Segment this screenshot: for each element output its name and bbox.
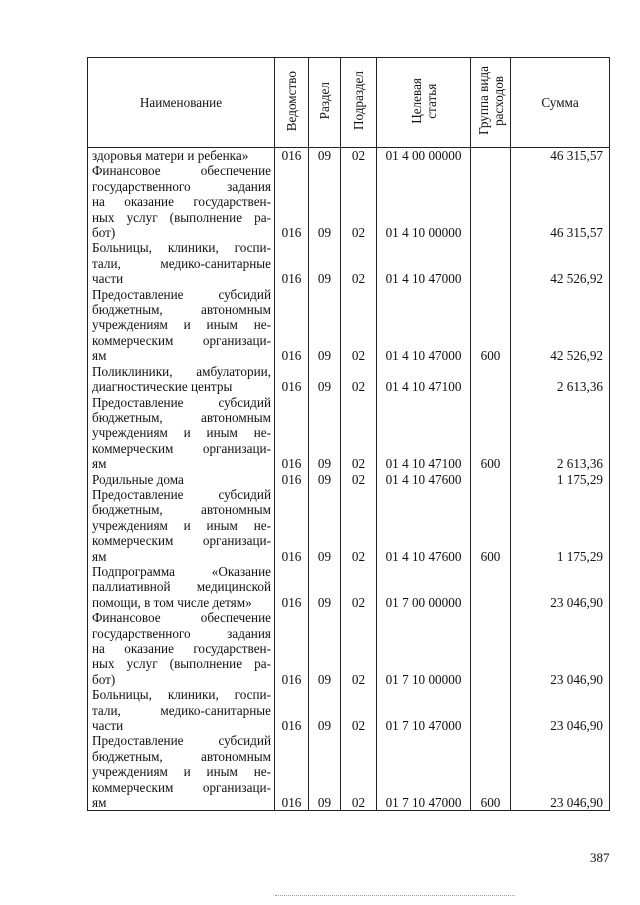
row-name-line: Финансовое обеспечение [92,610,271,626]
row-vedomstvo: 016 [275,610,309,687]
row-celevaya-statya: 01 4 10 00000 [377,163,471,240]
row-vedomstvo: 016 [275,287,309,364]
row-name-line: коммерческим организаци- [92,440,271,456]
row-celevaya-statya: 01 4 10 47600 [377,487,471,564]
row-razdel: 09 [309,487,341,564]
row-name [88,610,275,687]
row-name [88,733,275,811]
row-vedomstvo: 016 [275,148,309,164]
row-name [88,148,275,164]
row-celevaya-statya: 01 4 10 47100 [377,395,471,472]
footer-divider [275,895,515,896]
row-razdel: 09 [309,148,341,164]
header-celevaya-statya: Целевая статья [377,58,471,148]
header-gruppa-vida-rashodov: Группа вида расходов [471,58,511,148]
table-row [88,733,610,811]
row-podrazdel: 02 [341,240,377,286]
row-gruppa [471,687,511,733]
row-name-line: бюджетным, автономным [92,502,271,518]
table-row [88,395,610,472]
row-summa: 23 046,90 [511,610,610,687]
row-razdel: 09 [309,610,341,687]
row-name-line: Больницы, клиники, госпи- [92,687,271,703]
row-name-line: бюджетным, автономным [92,409,271,425]
row-summa: 1 175,29 [511,487,610,564]
row-podrazdel: 02 [341,163,377,240]
row-summa: 2 613,36 [511,395,610,472]
row-name [88,287,275,364]
table-row [88,610,610,687]
row-name-line: Больницы, клиники, госпи- [92,240,271,256]
row-vedomstvo: 016 [275,364,309,395]
row-name-line: тали, медико-санитарные [92,255,271,271]
row-gruppa [471,148,511,164]
row-vedomstvo: 016 [275,687,309,733]
row-celevaya-statya: 01 7 10 47000 [377,687,471,733]
row-summa: 23 046,90 [511,733,610,811]
row-summa: 2 613,36 [511,364,610,395]
row-gruppa [471,240,511,286]
row-name-line: Поликлиники, амбулатории, [92,363,271,379]
row-celevaya-statya: 01 7 00 00000 [377,564,471,610]
row-name [88,564,275,610]
row-celevaya-statya: 01 4 10 47000 [377,240,471,286]
header-name: Наименование [88,58,275,148]
row-name-line: диагностические центры [92,379,233,395]
table-row [88,364,610,395]
row-summa: 46 315,57 [511,148,610,164]
row-vedomstvo: 016 [275,472,309,487]
row-razdel: 09 [309,472,341,487]
row-name-line: помощи, в том числе детям» [92,594,252,610]
row-razdel: 09 [309,733,341,811]
row-podrazdel: 02 [341,395,377,472]
row-name-line: тали, медико-санитарные [92,702,271,718]
row-name-line: Предоставление субсидий [92,486,271,502]
row-name-line: бюджетным, автономным [92,302,271,318]
row-podrazdel: 02 [341,564,377,610]
row-name-line: учреждениям и иным не- [92,764,271,780]
row-name-line: Предоставление субсидий [92,286,271,302]
row-name-line: Предоставление субсидий [92,733,271,749]
row-name-line: бюджетным, автономным [92,748,271,764]
row-name [88,395,275,472]
row-name-line: ям [92,456,107,472]
row-name [88,687,275,733]
header-razdel: Раздел [309,58,341,148]
row-name-line: бот) [92,225,116,241]
row-name-line: здоровья матери и ребенка» [92,148,249,163]
row-vedomstvo: 016 [275,163,309,240]
row-gruppa [471,564,511,610]
row-celevaya-statya: 01 4 10 47100 [377,364,471,395]
row-name-line: бот) [92,671,116,687]
budget-table [87,57,610,811]
row-gruppa: 600 [471,487,511,564]
row-celevaya-statya: 01 7 10 00000 [377,610,471,687]
row-podrazdel: 02 [341,687,377,733]
row-gruppa: 600 [471,395,511,472]
row-name-line: Финансовое обеспечение [92,163,271,179]
table-row [88,564,610,610]
table-row [88,163,610,240]
row-name-line: ям [92,548,107,564]
row-celevaya-statya: 01 7 10 47000 [377,733,471,811]
header-podrazdel: Подраздел [341,58,377,148]
row-name-line: учреждениям и иным не- [92,317,271,333]
row-vedomstvo: 016 [275,240,309,286]
row-summa: 42 526,92 [511,287,610,364]
row-summa: 23 046,90 [511,687,610,733]
row-gruppa: 600 [471,287,511,364]
row-name [88,240,275,286]
row-name-line: на оказание государствен- [92,194,271,210]
row-name-line: коммерческим организаци- [92,533,271,549]
row-name-line: государственного задания [92,625,271,641]
table-row [88,240,610,286]
row-name-line: государственного задания [92,178,271,194]
table-row [88,148,610,164]
header-summa: Сумма [511,58,610,148]
row-podrazdel: 02 [341,733,377,811]
row-gruppa [471,610,511,687]
row-razdel: 09 [309,240,341,286]
row-podrazdel: 02 [341,610,377,687]
row-name-line: ных услуг (выполнение ра- [92,209,271,225]
table-header-row [88,58,610,148]
row-celevaya-statya: 01 4 10 47000 [377,287,471,364]
table-row [88,687,610,733]
row-podrazdel: 02 [341,472,377,487]
page-number: 387 [590,850,610,865]
row-summa: 1 175,29 [511,472,610,487]
row-gruppa [471,472,511,487]
row-vedomstvo: 016 [275,395,309,472]
row-name [88,163,275,240]
row-name-line: Родильные дома [92,471,184,487]
row-name-line: Предоставление субсидий [92,394,271,410]
row-gruppa: 600 [471,733,511,811]
row-gruppa [471,364,511,395]
row-vedomstvo: 016 [275,487,309,564]
row-name-line: Подпрограмма «Оказание [92,563,271,579]
row-name-line: на оказание государствен- [92,641,271,656]
row-vedomstvo: 016 [275,733,309,811]
table-row [88,472,610,487]
row-razdel: 09 [309,163,341,240]
row-name-line: учреждениям и иным не- [92,517,271,533]
row-summa: 46 315,57 [511,163,610,240]
row-podrazdel: 02 [341,148,377,164]
row-name-line: ям [92,795,107,811]
row-summa: 42 526,92 [511,240,610,286]
row-name-line: части [92,271,124,287]
row-celevaya-statya: 01 4 00 00000 [377,148,471,164]
row-podrazdel: 02 [341,364,377,395]
row-name [88,487,275,564]
header-vedomstvo: Ведомство [275,58,309,148]
row-name-line: учреждениям и иным не- [92,425,271,441]
row-gruppa [471,163,511,240]
row-vedomstvo: 016 [275,564,309,610]
row-podrazdel: 02 [341,287,377,364]
table-row [88,287,610,364]
row-name-line: ям [92,348,107,364]
row-razdel: 09 [309,564,341,610]
row-razdel: 09 [309,364,341,395]
row-razdel: 09 [309,395,341,472]
row-name-line: ных услуг (выполнение ра- [92,656,271,672]
row-name-line: паллиативной медицинской [92,579,271,595]
row-name-line: коммерческим организаци- [92,332,271,348]
row-celevaya-statya: 01 4 10 47600 [377,472,471,487]
row-name-line: коммерческим организаци- [92,779,271,795]
row-name-line: части [92,718,124,734]
row-summa: 23 046,90 [511,564,610,610]
row-razdel: 09 [309,287,341,364]
table-row [88,487,610,564]
row-name [88,364,275,395]
row-razdel: 09 [309,687,341,733]
row-podrazdel: 02 [341,487,377,564]
row-name [88,472,275,487]
